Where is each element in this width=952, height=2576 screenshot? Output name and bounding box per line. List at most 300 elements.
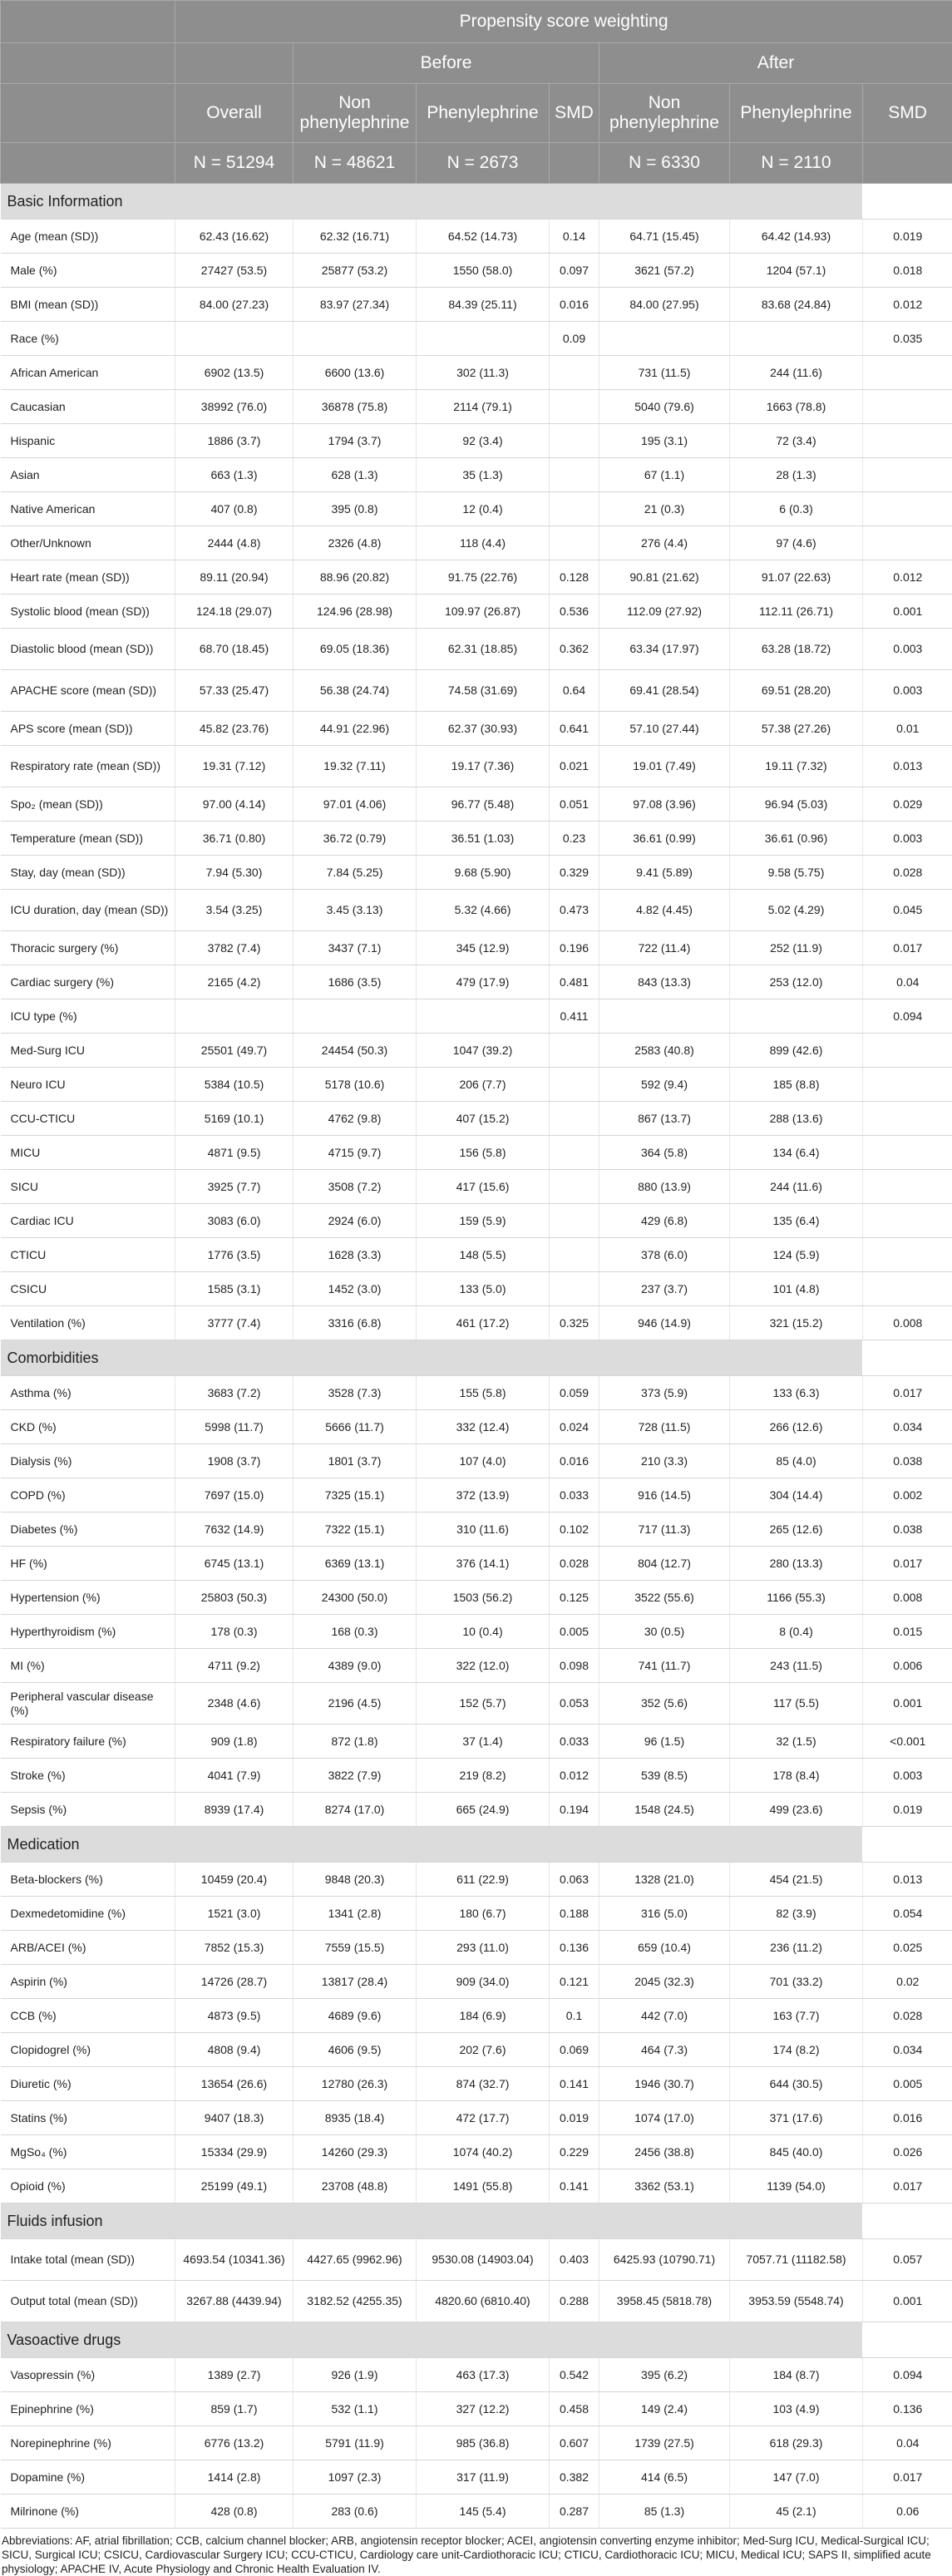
table-cell: 1801 (3.7) [293,1444,417,1478]
table-cell: 5384 (10.5) [175,1068,293,1102]
table-cell: 7057.71 (11182.58) [730,2239,863,2281]
table-cell: 0.012 [863,560,952,595]
table-cell: 3522 (55.6) [599,1581,730,1615]
table-row [1,356,952,390]
table-cell: 21 (0.3) [599,492,730,526]
table-cell: 118 (4.4) [417,526,550,560]
table-cell: 6745 (13.1) [175,1547,293,1581]
n-overall: N = 51294 [175,143,293,184]
table-cell [863,1238,952,1272]
table-cell: 69.41 (28.54) [599,670,730,712]
table-cell: 327 (12.2) [417,2392,550,2426]
table-row [1,322,952,356]
table-cell [550,458,599,492]
table-cell: 243 (11.5) [730,1649,863,1683]
table-cell: 36.72 (0.79) [293,822,417,856]
table-cell: 19.11 (7.32) [730,746,863,787]
table-cell: 149 (2.4) [599,2392,730,2426]
row-label: Med-Surg ICU [1,1034,175,1068]
table-row [1,1410,952,1444]
table-cell: 14726 (28.7) [175,1965,293,1999]
table-cell: 428 (0.8) [175,2495,293,2529]
table-row [1,1999,952,2033]
table-cell: 288 (13.6) [730,1102,863,1136]
table-cell: 103 (4.9) [730,2392,863,2426]
table-row [1,1272,952,1306]
table-cell [293,322,417,356]
table-cell: 345 (12.9) [417,931,550,965]
table-cell: 0.057 [863,2239,952,2281]
table-cell: 0.458 [550,2392,599,2426]
table-cell: 4693.54 (10341.36) [175,2239,293,2281]
table-row [1,2495,952,2529]
table-cell: 0.136 [550,1931,599,1965]
table-cell: 628 (1.3) [293,458,417,492]
table-cell: 64.52 (14.73) [417,220,550,254]
table-cell: 0.019 [863,220,952,254]
header-before-phenylephrine: Phenylephrine [417,84,550,143]
table-cell: 2456 (38.8) [599,2135,730,2169]
table-cell: 276 (4.4) [599,526,730,560]
table-cell: 417 (15.6) [417,1170,550,1204]
table-cell: 85 (1.3) [599,2495,730,2529]
table-row [1,1513,952,1547]
table-cell: 845 (40.0) [730,2135,863,2169]
row-label: Hyperthyroidism (%) [1,1615,175,1649]
table-cell: 1491 (55.8) [417,2169,550,2203]
header-blank [1,143,175,184]
table-cell: 124.96 (28.98) [293,595,417,629]
table-cell: 0.382 [550,2460,599,2495]
table-cell [550,390,599,424]
section-title: Comorbidities [1,1340,863,1376]
table-cell: 112.09 (27.92) [599,595,730,629]
row-label: ICU type (%) [1,999,175,1034]
table-cell [863,1102,952,1136]
table-cell: 1776 (3.5) [175,1238,293,1272]
table-row [1,1306,952,1340]
table-cell: 926 (1.9) [293,2358,417,2392]
table-cell: 3621 (57.2) [599,254,730,288]
header-blank [175,43,293,84]
table-cell: 4041 (7.9) [175,1759,293,1793]
table-cell: 0.003 [863,670,952,712]
table-row [1,2169,952,2203]
table-cell: 0.229 [550,2135,599,2169]
table-cell: 442 (7.0) [599,1999,730,2033]
table-cell: 62.37 (30.93) [417,712,550,746]
table-cell: 0.029 [863,787,952,822]
section-spacer [863,2322,952,2358]
table-row [1,492,952,526]
table-row [1,1759,952,1793]
table-cell [599,999,730,1034]
table-cell: 265 (12.6) [730,1513,863,1547]
table-cell: 0.005 [550,1615,599,1649]
table-cell [863,1170,952,1204]
table-cell: 3316 (6.8) [293,1306,417,1340]
table-cell: 1074 (17.0) [599,2101,730,2135]
table-cell: 57.38 (27.26) [730,712,863,746]
row-label: Diabetes (%) [1,1513,175,1547]
footnote: Abbreviations: AF, atrial fibrillation; CCB, calcium channel blocker; ARB, angiotensin receptor blocker; ACEI, angiotensin converting enzyme inhibitor; Med-Surg ICU, Medical-Surgical ICU; SICU, Surgical ICU; CSICU, Cardiovascular Surgery ICU; CCU-CTICU, Cardiology care unit-Cardiothoracic ICU; CTICU, Cardiothoracic ICU; MICU, Medical ICU; SAPS II, simplified acute physiology; APACHE IV, Acute Physiology and Chronic Health Evaluation IV. [0,2529,952,2576]
table-cell: 19.17 (7.36) [417,746,550,787]
table-cell: 0.013 [863,1863,952,1897]
table-cell: 35 (1.3) [417,458,550,492]
table-cell: 0.536 [550,595,599,629]
table-cell: 101 (4.8) [730,1272,863,1306]
table-cell [863,1068,952,1102]
header-before: Before [293,43,599,84]
table-cell: 916 (14.5) [599,1478,730,1513]
table-cell: 0.094 [863,999,952,1034]
table-cell: 322 (12.0) [417,1649,550,1683]
table-cell: 3182.52 (4255.35) [293,2281,417,2322]
table-cell: 91.75 (22.76) [417,560,550,595]
table-cell: 378 (6.0) [599,1238,730,1272]
section-title: Fluids infusion [1,2203,863,2239]
table-cell: 909 (1.8) [175,1725,293,1759]
table-cell: 0.033 [550,1725,599,1759]
table-cell: 88.96 (20.82) [293,560,417,595]
section-title: Vasoactive drugs [1,2322,863,2358]
table-cell: 316 (5.0) [599,1897,730,1931]
table-cell: 1628 (3.3) [293,1238,417,1272]
table-cell [550,424,599,458]
table-cell: 321 (15.2) [730,1306,863,1340]
section-title: Medication [1,1827,863,1863]
table-cell: 0.121 [550,1965,599,1999]
table-cell [863,1204,952,1238]
table-cell: 9407 (18.3) [175,2101,293,2135]
table-row [1,2101,952,2135]
table-cell: 0.006 [863,1649,952,1683]
table-cell: 206 (7.7) [417,1068,550,1102]
table-cell: 168 (0.3) [293,1615,417,1649]
table-row [1,254,952,288]
table-row [1,856,952,890]
table-row [1,1068,952,1102]
row-label: Hispanic [1,424,175,458]
table-cell [550,1102,599,1136]
table-cell: 5998 (11.7) [175,1410,293,1444]
table-cell: 909 (34.0) [417,1965,550,1999]
table-cell: 4820.60 (6810.40) [417,2281,550,2322]
table-cell: 3683 (7.2) [175,1376,293,1410]
row-label: MI (%) [1,1649,175,1683]
table-cell: 63.34 (17.97) [599,629,730,670]
table-cell: 0.019 [550,2101,599,2135]
table-cell: 414 (6.5) [599,2460,730,2495]
table-cell: 36.61 (0.99) [599,822,730,856]
table-row [1,1581,952,1615]
table-cell: 10 (0.4) [417,1615,550,1649]
table-cell: 68.70 (18.45) [175,629,293,670]
table-row [1,2392,952,2426]
table-cell: 0.194 [550,1793,599,1827]
table-row [1,1863,952,1897]
table-row [1,1547,952,1581]
row-label: Peripheral vascular disease (%) [1,1683,175,1725]
row-label: Aspirin (%) [1,1965,175,1999]
table-cell: 0.094 [863,2358,952,2392]
table-cell: 985 (36.8) [417,2426,550,2460]
table-row [1,1102,952,1136]
table-cell: 96.77 (5.48) [417,787,550,822]
row-label: Output total (mean (SD)) [1,2281,175,2322]
table-cell: 155 (5.8) [417,1376,550,1410]
table-cell: 69.05 (18.36) [293,629,417,670]
table-row [1,931,952,965]
table-cell: 731 (11.5) [599,356,730,390]
row-label: Hypertension (%) [1,1581,175,1615]
table-cell: 3925 (7.7) [175,1170,293,1204]
table-cell: 0.02 [863,1965,952,1999]
table-cell: 0.021 [550,746,599,787]
table-cell: 364 (5.8) [599,1136,730,1170]
table-cell: 0.329 [550,856,599,890]
row-label: CCU-CTICU [1,1102,175,1136]
table-cell: 62.43 (16.62) [175,220,293,254]
row-label: Age (mean (SD)) [1,220,175,254]
table-cell: 293 (11.0) [417,1931,550,1965]
section-header [1,184,952,220]
table-row [1,1444,952,1478]
table-cell: 1521 (3.0) [175,1897,293,1931]
table-cell: 463 (17.3) [417,2358,550,2392]
table-cell: 91.07 (22.63) [730,560,863,595]
table-cell: 3822 (7.9) [293,1759,417,1793]
table-cell: 9.68 (5.90) [417,856,550,890]
row-label: Stroke (%) [1,1759,175,1793]
table-cell: 0.288 [550,2281,599,2322]
table-cell: 83.97 (27.34) [293,288,417,322]
table-cell: 72 (3.4) [730,424,863,458]
table-row [1,1376,952,1410]
row-label: Milrinone (%) [1,2495,175,2529]
table-row [1,288,952,322]
table-cell: 178 (8.4) [730,1759,863,1793]
table-row [1,787,952,822]
table-cell: 62.31 (18.85) [417,629,550,670]
row-label: Diuretic (%) [1,2067,175,2101]
table-cell: 874 (32.7) [417,2067,550,2101]
header-before-non-phenylephrine: Non phenylephrine [293,84,417,143]
table-cell: 0.188 [550,1897,599,1931]
table-cell: 0.008 [863,1306,952,1340]
row-label: Thoracic surgery (%) [1,931,175,965]
table-cell: 644 (30.5) [730,2067,863,2101]
row-label: APS score (mean (SD)) [1,712,175,746]
table-cell: 195 (3.1) [599,424,730,458]
header-blank [1,84,175,143]
table-cell: 3083 (6.0) [175,1204,293,1238]
table-cell: 97.01 (4.06) [293,787,417,822]
table-cell: 74.58 (31.69) [417,670,550,712]
table-cell: 1739 (27.5) [599,2426,730,2460]
row-label: SICU [1,1170,175,1204]
table-cell: 407 (15.2) [417,1102,550,1136]
row-label: Beta-blockers (%) [1,1863,175,1897]
table-cell: 0.325 [550,1306,599,1340]
table-row [1,526,952,560]
table-cell: 880 (13.9) [599,1170,730,1204]
table-cell: 1139 (54.0) [730,2169,863,2203]
header-after-non-phenylephrine: Non phenylephrine [599,84,730,143]
table-cell: 5.32 (4.66) [417,890,550,931]
row-label: CSICU [1,1272,175,1306]
table-cell: 0.038 [863,1444,952,1478]
table-cell: 244 (11.6) [730,1170,863,1204]
table-cell: 3528 (7.3) [293,1376,417,1410]
table-cell: 5791 (11.9) [293,2426,417,2460]
table-cell: 0.005 [863,2067,952,2101]
table-cell: 4711 (9.2) [175,1649,293,1683]
table-cell: 152 (5.7) [417,1683,550,1725]
row-label: MgSo₄ (%) [1,2135,175,2169]
table-cell: 0.069 [550,2033,599,2067]
table-cell: 7559 (15.5) [293,1931,417,1965]
table-cell: 0.013 [863,746,952,787]
header-after-phenylephrine: Phenylephrine [730,84,863,143]
row-label: Male (%) [1,254,175,288]
table-cell: 1663 (78.8) [730,390,863,424]
table-cell: 24300 (50.0) [293,1581,417,1615]
table-row [1,2281,952,2322]
table-cell: 4808 (9.4) [175,2033,293,2067]
table-cell: 25803 (50.3) [175,1581,293,1615]
table-cell: 1204 (57.1) [730,254,863,288]
header-blank [1,43,175,84]
row-label: Cardiac ICU [1,1204,175,1238]
table-cell: 4762 (9.8) [293,1102,417,1136]
table-cell: 499 (23.6) [730,1793,863,1827]
table-cell: 1389 (2.7) [175,2358,293,2392]
table-cell: 63.28 (18.72) [730,629,863,670]
table-cell [863,1034,952,1068]
table-row [1,390,952,424]
table-cell: 304 (14.4) [730,1478,863,1513]
table-cell: 9.58 (5.75) [730,856,863,890]
table-cell: 184 (6.9) [417,1999,550,2033]
table-cell: 13817 (28.4) [293,1965,417,1999]
table-cell: 3437 (7.1) [293,931,417,965]
row-label: Epinephrine (%) [1,2392,175,2426]
row-label: Dopamine (%) [1,2460,175,2495]
table-row [1,2067,952,2101]
table-cell: 7632 (14.9) [175,1513,293,1547]
table-cell: 1166 (55.3) [730,1581,863,1615]
table-cell: 0.411 [550,999,599,1034]
table-cell: 1548 (24.5) [599,1793,730,1827]
table-cell: 461 (17.2) [417,1306,550,1340]
table-cell [550,1204,599,1238]
table-row [1,670,952,712]
row-label: Asthma (%) [1,1376,175,1410]
table-cell: 376 (14.1) [417,1547,550,1581]
table-cell: 0.64 [550,670,599,712]
table-cell: 0.017 [863,1376,952,1410]
table-cell: 36878 (75.8) [293,390,417,424]
table-cell: 3777 (7.4) [175,1306,293,1340]
table-cell: 163 (7.7) [730,1999,863,2033]
table-header [1,1,952,184]
table-cell: 0.641 [550,712,599,746]
table-row [1,1170,952,1204]
table-row [1,1897,952,1931]
table-cell: 64.42 (14.93) [730,220,863,254]
table-cell: 352 (5.6) [599,1683,730,1725]
table-cell: 19.01 (7.49) [599,746,730,787]
table-cell: 4.82 (4.45) [599,890,730,931]
table-cell: 69.51 (28.20) [730,670,863,712]
table-cell: 283 (0.6) [293,2495,417,2529]
row-label: APACHE score (mean (SD)) [1,670,175,712]
table-cell: 371 (17.6) [730,2101,863,2135]
table-cell: 97.08 (3.96) [599,787,730,822]
table-cell: 0.001 [863,1683,952,1725]
table-row [1,1931,952,1965]
table-cell: 85 (4.0) [730,1444,863,1478]
table-cell: 0.034 [863,1410,952,1444]
table-cell [599,322,730,356]
table-cell: 1414 (2.8) [175,2460,293,2495]
row-label: Race (%) [1,322,175,356]
table-cell: 7.84 (5.25) [293,856,417,890]
table-row [1,560,952,595]
table-cell: 0.01 [863,712,952,746]
table-cell: 946 (14.9) [599,1306,730,1340]
table-cell: 372 (13.9) [417,1478,550,1513]
table-cell: 0.403 [550,2239,599,2281]
table-cell: 7852 (15.3) [175,1931,293,1965]
table-cell: 159 (5.9) [417,1204,550,1238]
table-row [1,2358,952,2392]
table-cell: 236 (11.2) [730,1931,863,1965]
table-row [1,1683,952,1725]
table-cell: 56.38 (24.74) [293,670,417,712]
table-cell: 237 (3.7) [599,1272,730,1306]
table-row [1,2460,952,2495]
table-cell: 728 (11.5) [599,1410,730,1444]
table-cell: 867 (13.7) [599,1102,730,1136]
table-cell: 0.481 [550,965,599,999]
table-cell: 244 (11.6) [730,356,863,390]
table-cell: 4606 (9.5) [293,2033,417,2067]
table-cell: 96 (1.5) [599,1725,730,1759]
table-cell: 8274 (17.0) [293,1793,417,1827]
table-cell: 429 (6.8) [599,1204,730,1238]
table-cell: 5040 (79.6) [599,390,730,424]
table-cell: 107 (4.0) [417,1444,550,1478]
table-cell: 57.33 (25.47) [175,670,293,712]
table-cell: 4871 (9.5) [175,1136,293,1170]
table-cell: 0.136 [863,2392,952,2426]
table-row [1,2426,952,2460]
row-label: Intake total (mean (SD)) [1,2239,175,2281]
table-cell: 0.102 [550,1513,599,1547]
table-cell: 1341 (2.8) [293,1897,417,1931]
table-cell [417,322,550,356]
row-label: Neuro ICU [1,1068,175,1102]
table-cell: 2583 (40.8) [599,1034,730,1068]
table-cell: 89.11 (20.94) [175,560,293,595]
table-row [1,458,952,492]
section-spacer [863,184,952,220]
table-row [1,712,952,746]
table-row [1,1965,952,1999]
table-cell: 0.097 [550,254,599,288]
